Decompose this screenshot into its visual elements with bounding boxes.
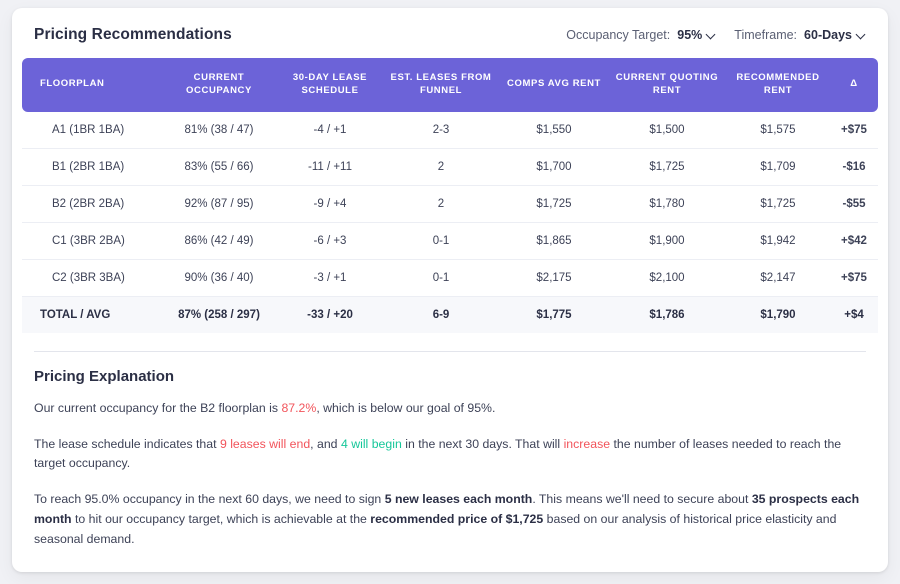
cell-comps: $2,175 [500, 259, 608, 296]
chevron-down-icon [857, 30, 866, 39]
cell-quoting: $1,780 [608, 185, 726, 222]
timeframe-control [734, 28, 866, 42]
p3-seg4: based on our analysis of historical price elasticity and seasonal demand. [34, 512, 837, 547]
cell-occupancy: 83% (55 / 66) [160, 148, 278, 185]
pricing-explanation-section [12, 352, 888, 550]
p3-seg1: To reach 95.0% occupancy in the next 60 days, we need to sign [34, 492, 385, 507]
cell-comps: $1,550 [500, 112, 608, 149]
timeframe-label: Timeframe: [734, 28, 798, 42]
cell-delta: +$75 [830, 112, 878, 149]
table-total-row [22, 296, 878, 333]
cell-funnel: 0-1 [382, 222, 500, 259]
p1-seg1: Our current occupancy for the B2 floorplan is [34, 400, 282, 415]
table-body [22, 112, 878, 333]
p3-recommended-price: recommended price of $1,725 [370, 512, 544, 527]
cell-recommended: $1,709 [726, 148, 830, 185]
column-header-current-occupancy[interactable]: CURRENT OCCUPANCY [160, 58, 278, 112]
explanation-paragraph-1 [34, 399, 866, 419]
cell-delta: +$75 [830, 259, 878, 296]
cell-quoting: $2,100 [608, 259, 726, 296]
cell-occupancy: 86% (42 / 49) [160, 222, 278, 259]
cell-comps: $1,725 [500, 185, 608, 222]
timeframe-value: 60-Days [804, 28, 852, 42]
timeframe-select[interactable] [804, 28, 866, 42]
table-row[interactable] [22, 222, 878, 259]
p2-seg3: in the next 30 days. That will [401, 436, 564, 451]
p3-seg3: to hit our occupancy target, which is achievable at the [71, 512, 371, 527]
cell-total-delta: +$4 [830, 296, 878, 333]
cell-occupancy: 90% (36 / 40) [160, 259, 278, 296]
cell-quoting: $1,900 [608, 222, 726, 259]
column-header-floorplan[interactable]: FLOORPLAN [22, 58, 160, 112]
cell-recommended: $1,725 [726, 185, 830, 222]
page-title: Pricing Recommendations [34, 26, 232, 43]
p3-seg2: . This means we'll need to secure about [532, 492, 752, 507]
occupancy-target-select[interactable] [677, 28, 716, 42]
table-row[interactable] [22, 185, 878, 222]
header-controls [566, 28, 866, 42]
cell-schedule: -6 / +3 [278, 222, 382, 259]
cell-schedule: -3 / +1 [278, 259, 382, 296]
occupancy-target-label: Occupancy Target: [566, 28, 671, 42]
pricing-table [22, 58, 878, 333]
explanation-paragraph-3 [34, 490, 866, 550]
cell-funnel: 2-3 [382, 112, 500, 149]
p2-seg4: the number of leases needed to reach the target occupancy. [34, 436, 842, 471]
cell-recommended: $2,147 [726, 259, 830, 296]
cell-total-label: TOTAL / AVG [22, 296, 160, 333]
column-header-current-quoting-rent[interactable]: CURRENT QUOTING RENT [608, 58, 726, 112]
p3-prospects: 35 prospects each month [34, 492, 860, 527]
cell-delta: -$16 [830, 148, 878, 185]
cell-recommended: $1,942 [726, 222, 830, 259]
occupancy-target-control [566, 28, 716, 42]
p2-leases-beginning: 4 will begin [340, 436, 402, 451]
card-header [12, 8, 888, 54]
table-row[interactable] [22, 112, 878, 149]
cell-funnel: 2 [382, 148, 500, 185]
chevron-down-icon [707, 30, 716, 39]
cell-occupancy: 92% (87 / 95) [160, 185, 278, 222]
cell-comps: $1,700 [500, 148, 608, 185]
table-header-row [22, 58, 878, 112]
column-header-lease-schedule[interactable]: 30-DAY LEASE SCHEDULE [278, 58, 382, 112]
cell-floorplan: C1 (3BR 2BA) [22, 222, 160, 259]
pricing-recommendations-card [12, 8, 888, 572]
cell-funnel: 2 [382, 185, 500, 222]
cell-quoting: $1,500 [608, 112, 726, 149]
table-row[interactable] [22, 259, 878, 296]
explanation-title: Pricing Explanation [34, 367, 175, 385]
cell-floorplan: B2 (2BR 2BA) [22, 185, 160, 222]
occupancy-target-value: 95% [677, 28, 703, 42]
cell-recommended: $1,575 [726, 112, 830, 149]
p2-increase: increase [563, 436, 611, 451]
cell-delta: -$55 [830, 185, 878, 222]
table-header [22, 58, 878, 112]
table-row[interactable] [22, 148, 878, 185]
p1-seg2: , which is below our goal of 95%. [316, 400, 496, 415]
cell-total-quoting: $1,786 [608, 296, 726, 333]
cell-schedule: -4 / +1 [278, 112, 382, 149]
p3-new-leases: 5 new leases each month [384, 492, 533, 507]
cell-delta: +$42 [830, 222, 878, 259]
column-header-est-leases-funnel[interactable]: EST. LEASES FROM FUNNEL [382, 58, 500, 112]
cell-quoting: $1,725 [608, 148, 726, 185]
cell-total-schedule: -33 / +20 [278, 296, 382, 333]
cell-funnel: 0-1 [382, 259, 500, 296]
column-header-comps-avg-rent[interactable]: COMPS AVG RENT [500, 58, 608, 112]
p2-seg1: The lease schedule indicates that [34, 436, 220, 451]
column-header-recommended-rent[interactable]: RECOMMENDED RENT [726, 58, 830, 112]
cell-schedule: -11 / +11 [278, 148, 382, 185]
cell-comps: $1,865 [500, 222, 608, 259]
cell-occupancy: 81% (38 / 47) [160, 112, 278, 149]
cell-floorplan: A1 (1BR 1BA) [22, 112, 160, 149]
p1-occupancy-pct: 87.2% [281, 400, 317, 415]
cell-total-funnel: 6-9 [382, 296, 500, 333]
column-header-delta[interactable]: Δ [830, 58, 878, 112]
p2-leases-ending: 9 leases will end [219, 436, 311, 451]
cell-schedule: -9 / +4 [278, 185, 382, 222]
p2-seg2: , and [310, 436, 341, 451]
explanation-paragraph-2 [34, 435, 866, 475]
cell-total-comps: $1,775 [500, 296, 608, 333]
cell-total-occupancy: 87% (258 / 297) [160, 296, 278, 333]
cell-floorplan: C2 (3BR 3BA) [22, 259, 160, 296]
cell-total-recommended: $1,790 [726, 296, 830, 333]
cell-floorplan: B1 (2BR 1BA) [22, 148, 160, 185]
